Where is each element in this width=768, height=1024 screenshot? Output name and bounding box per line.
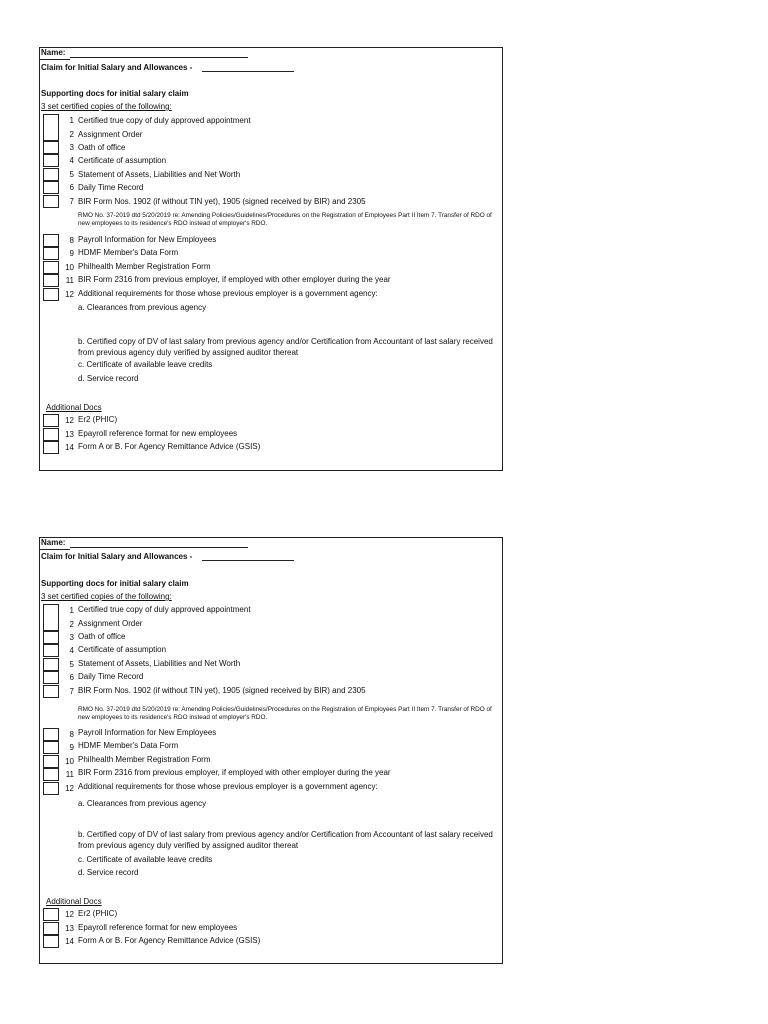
claim-form-1 — [39, 47, 503, 471]
item-text: HDMF Member's Data Form — [78, 741, 179, 750]
item-number: 12 — [65, 416, 74, 425]
sub-item-d: d. Service record — [78, 374, 139, 383]
item-number: 9 — [69, 249, 74, 258]
item-text: Payroll Information for New Employees — [78, 728, 217, 737]
item-text: Form A or B. For Agency Remittance Advice (GSIS) — [78, 936, 261, 945]
item-number: 2 — [69, 620, 74, 629]
item-text: Payroll Information for New Employees — [78, 235, 217, 244]
item-text: Statement of Assets, Liabilities and Net Worth — [78, 659, 241, 668]
item-number: 5 — [69, 170, 74, 179]
name-field[interactable] — [70, 57, 248, 58]
name-field[interactable] — [70, 547, 248, 548]
divider — [40, 59, 70, 60]
item-number: 12 — [65, 910, 74, 919]
item-number: 13 — [65, 924, 74, 933]
sub-item-b: b. Certified copy of DV of last salary from previous agency and/or Certification from Accountant of last salary received from previous agency duly verified by assigned auditor thereat — [78, 337, 493, 357]
divider — [40, 549, 70, 550]
supporting-title: Supporting docs for initial salary claim — [41, 89, 189, 98]
item-text: Certified true copy of duly approved appointment — [78, 605, 251, 614]
item-text: Daily Time Record — [78, 183, 144, 192]
claim-label: Claim for Initial Salary and Allowances - — [41, 63, 193, 72]
item-number: 6 — [69, 673, 74, 682]
item-number: 4 — [69, 646, 74, 655]
sub-item-c: c. Certificate of available leave credits — [78, 360, 213, 369]
item-number: 6 — [69, 183, 74, 192]
item-text: BIR Form 2316 from previous employer, if employed with other employer during the year — [78, 275, 391, 284]
item-text: Additional requirements for those whose previous employer is a government agency: — [78, 782, 378, 791]
item-number: 10 — [65, 263, 74, 272]
item-text: BIR Form 2316 from previous employer, if employed with other employer during the year — [78, 768, 391, 777]
item-number: 14 — [65, 443, 74, 452]
item-number: 13 — [65, 430, 74, 439]
item-text: Additional requirements for those whose previous employer is a government agency: — [78, 289, 378, 298]
claim-form-2 — [39, 537, 503, 964]
item-text: Assignment Order — [78, 130, 143, 139]
sub-item-c: c. Certificate of available leave credits — [78, 855, 213, 864]
item-text: Statement of Assets, Liabilities and Net Worth — [78, 170, 241, 179]
item-number: 7 — [69, 687, 74, 696]
item-number: 5 — [69, 660, 74, 669]
sub-item-a: a. Clearances from previous agency — [78, 799, 207, 808]
item-number: 10 — [65, 757, 74, 766]
item-text: Oath of office — [78, 632, 126, 641]
item-text: Epayroll reference format for new employees — [78, 923, 238, 932]
item-text: Form A or B. For Agency Remittance Advice (GSIS) — [78, 442, 261, 451]
item-text: Certificate of assumption — [78, 645, 167, 654]
item-number: 8 — [69, 236, 74, 245]
rmo-note: RMO No. 37-2019 dtd 5/20/2019 re: Amending Policies/Guidelines/Procedures on the Registration of Employees Part II Item 7. Transfer of RDO of new employees to its residence's RDO instead of employer's RDO. — [78, 706, 492, 721]
item-text: Er2 (PHIC) — [78, 909, 118, 918]
item-number: 4 — [69, 156, 74, 165]
item-text: Philhealth Member Registration Form — [78, 755, 211, 764]
name-label: Name: — [41, 538, 66, 547]
item-text: Certificate of assumption — [78, 156, 167, 165]
item-number: 11 — [65, 770, 74, 779]
item-text: Assignment Order — [78, 619, 143, 628]
item-text: Oath of office — [78, 143, 126, 152]
item-number: 12 — [65, 290, 74, 299]
item-text: Epayroll reference format for new employees — [78, 429, 238, 438]
item-number: 1 — [69, 606, 74, 615]
item-number: 2 — [69, 130, 74, 139]
rmo-note: RMO No. 37-2019 dtd 5/20/2019 re: Amending Policies/Guidelines/Procedures on the Registration of Employees Part II Item 7. Transfer of RDO of new employees to its residence's RDO instead of employer's RDO. — [78, 212, 492, 227]
item-number: 3 — [69, 633, 74, 642]
claim-type-field[interactable] — [202, 71, 294, 72]
sub-item-a: a. Clearances from previous agency — [78, 303, 207, 312]
sub-item-d: d. Service record — [78, 868, 139, 877]
item-number: 1 — [69, 116, 74, 125]
sub-item-b: b. Certified copy of DV of last salary from previous agency and/or Certification from Accountant of last salary received from previous agency duly verified by assigned auditor thereat — [78, 830, 493, 850]
additional-title: Additional Docs — [46, 403, 102, 412]
item-number: 3 — [69, 143, 74, 152]
item-number: 9 — [69, 743, 74, 752]
claim-type-field[interactable] — [202, 560, 294, 561]
item-number: 14 — [65, 937, 74, 946]
item-number: 11 — [65, 276, 74, 285]
item-text: BIR Form Nos. 1902 (if without TIN yet), 1905 (signed received by BIR) and 2305 — [78, 686, 366, 695]
item-text: Daily Time Record — [78, 672, 144, 681]
item-text: Philhealth Member Registration Form — [78, 262, 211, 271]
additional-title: Additional Docs — [46, 897, 102, 906]
item-number: 7 — [69, 197, 74, 206]
item-number: 8 — [69, 730, 74, 739]
item-text: Er2 (PHIC) — [78, 415, 118, 424]
item-text: HDMF Member's Data Form — [78, 248, 179, 257]
copies-note: 3 set certified copies of the following: — [41, 592, 172, 601]
supporting-title: Supporting docs for initial salary claim — [41, 579, 189, 588]
name-label: Name: — [41, 48, 66, 57]
item-text: Certified true copy of duly approved appointment — [78, 116, 251, 125]
item-number: 12 — [65, 784, 74, 793]
claim-label: Claim for Initial Salary and Allowances - — [41, 552, 193, 561]
item-text: BIR Form Nos. 1902 (if without TIN yet), 1905 (signed received by BIR) and 2305 — [78, 197, 366, 206]
copies-note: 3 set certified copies of the following: — [41, 102, 172, 111]
